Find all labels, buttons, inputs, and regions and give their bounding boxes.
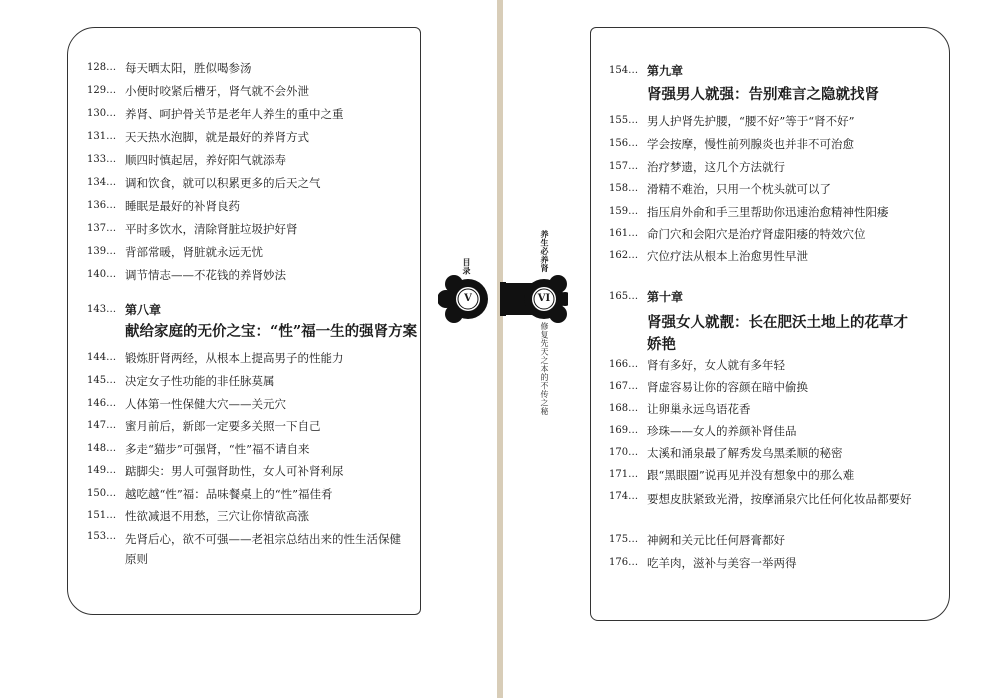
- running-head-right-bottom: 修复先天之本的不传之秘: [540, 322, 549, 416]
- running-head-right-top: 养生必养肾: [540, 230, 550, 273]
- book-spine: [497, 0, 503, 698]
- page-number-left: V: [464, 293, 472, 304]
- running-head-left: 目录: [462, 258, 472, 275]
- page-number-right: VI: [537, 293, 551, 304]
